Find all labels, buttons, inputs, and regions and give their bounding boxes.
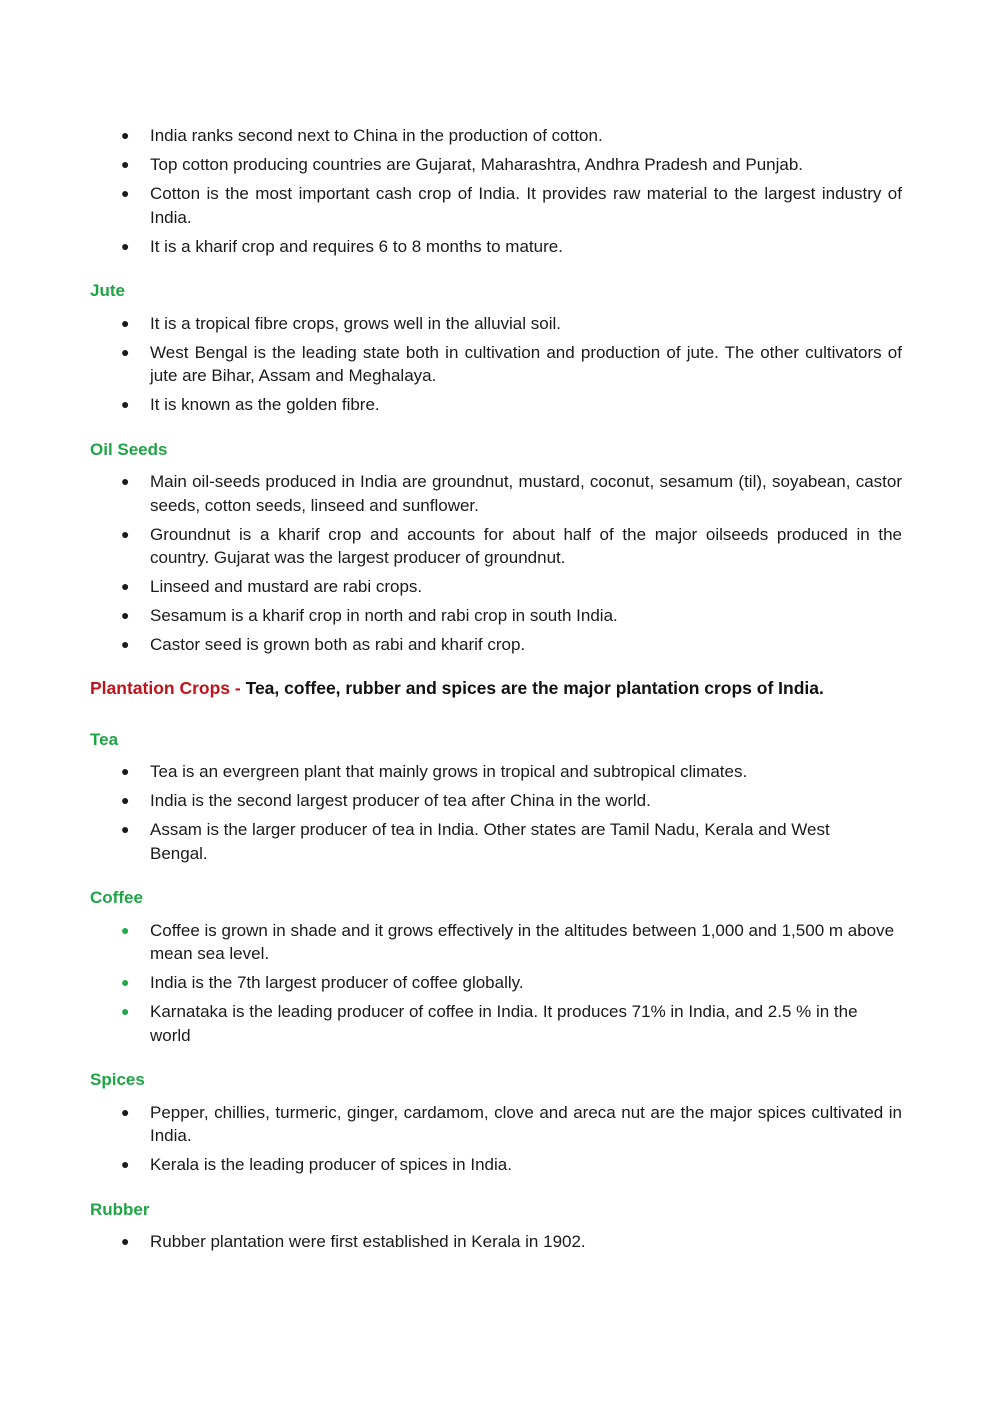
- bullet-icon: ●: [121, 1233, 130, 1249]
- bullet-icon: ●: [121, 1003, 130, 1019]
- bullet-icon: ●: [121, 127, 130, 143]
- plantation-crops-heading: [90, 676, 902, 700]
- list-item: ● Karnataka is the leading producer of coffee in India. It produces 71% in India, and 2.5 % in the world: [121, 1002, 858, 1045]
- bullet-icon: ●: [121, 185, 130, 201]
- list-item: ● West Bengal is the leading state both in cultivation and production of jute. The other cultivators of jute are Bihar, Assam and Meghalaya.: [121, 342, 902, 385]
- list-item: ● Assam is the larger producer of tea in India. Other states are Tamil Nadu, Kerala and West Bengal.: [121, 820, 830, 863]
- list-item: ● Coffee is grown in shade and it grows effectively in the altitudes between 1,000 and 1,500 m above mean sea level.: [121, 920, 895, 963]
- list-item: ● Main oil-seeds produced in India are groundnut, mustard, coconut, sesamum (til), soyabean, castor seeds, cotton seeds, linseed and sunflower.: [121, 472, 902, 515]
- section-heading-tea: Tea: [90, 729, 119, 749]
- list-item: ● India ranks second next to China in the production of cotton.: [90, 124, 902, 148]
- bullet-icon: ●: [121, 1156, 130, 1172]
- plantation-label: Plantation Crops -: [90, 677, 246, 698]
- jute-list: [90, 312, 902, 417]
- plantation-text: Tea, coffee, rubber and spices are the major plantation crops of India.: [245, 677, 824, 698]
- list-item: ● Rubber plantation were first established in Kerala in 1902.: [90, 1230, 902, 1254]
- tea-list: [90, 760, 902, 865]
- list-item: ● It is a tropical fibre crops, grows well in the alluvial soil.: [90, 312, 902, 336]
- list-item: ● India is the 7th largest producer of coffee globally.: [90, 971, 902, 995]
- list-item: ● Cotton is the most important cash crop of India. It provides raw material to the largest industry of India.: [121, 184, 902, 227]
- list-item: ● Castor seed is grown both as rabi and kharif crop.: [90, 633, 902, 657]
- bullet-icon: ●: [121, 607, 130, 623]
- bullet-icon: ●: [121, 314, 130, 331]
- bullet-icon: ●: [121, 792, 130, 808]
- coffee-list: [90, 919, 902, 1048]
- bullet-icon: ●: [121, 396, 130, 412]
- cotton-list: [90, 124, 902, 258]
- bullet-icon: ●: [121, 156, 130, 172]
- bullet-icon: ●: [121, 763, 130, 779]
- bullet-icon: ●: [121, 921, 130, 938]
- oil-seeds-list: [90, 470, 902, 657]
- list-item: ● Groundnut is a kharif crop and accounts for about half of the major oilseeds produced in the country. Gujarat was the largest producer of groundnut.: [121, 524, 902, 567]
- list-item: ● Pepper, chillies, turmeric, ginger, cardamom, clove and areca nut are the major spices cultivated in India.: [121, 1102, 902, 1145]
- bullet-icon: ●: [121, 636, 130, 652]
- list-item: ● Sesamum is a kharif crop in north and rabi crop in south India.: [90, 604, 902, 628]
- section-heading-oil-seeds: Oil Seeds: [90, 439, 168, 459]
- bullet-icon: ●: [121, 473, 130, 489]
- bullet-icon: ●: [121, 821, 130, 837]
- bullet-icon: ●: [121, 578, 130, 594]
- section-heading-jute: Jute: [90, 281, 125, 300]
- section-heading-rubber: Rubber: [90, 1199, 150, 1219]
- list-item: ● It is known as the golden fibre.: [90, 393, 902, 417]
- list-item: ● Tea is an evergreen plant that mainly grows in tropical and subtropical climates.: [90, 760, 902, 784]
- list-item: ● It is a kharif crop and requires 6 to 8 months to mature.: [90, 235, 902, 259]
- bullet-icon: ●: [121, 237, 130, 254]
- bullet-icon: ●: [121, 525, 130, 542]
- bullet-icon: ●: [121, 974, 130, 990]
- bullet-icon: ●: [121, 343, 130, 360]
- list-item: ● Top cotton producing countries are Gujarat, Maharashtra, Andhra Pradesh and Punjab.: [90, 153, 902, 177]
- document-page: [90, 124, 902, 1259]
- bullet-icon: ●: [121, 1103, 130, 1120]
- spices-list: [90, 1101, 902, 1177]
- list-item: ● Kerala is the leading producer of spices in India.: [90, 1153, 902, 1177]
- rubber-list: [90, 1230, 902, 1254]
- section-heading-spices: Spices: [90, 1070, 145, 1089]
- list-item: ● India is the second largest producer of tea after China in the world.: [90, 789, 902, 813]
- list-item: ● Linseed and mustard are rabi crops.: [90, 575, 902, 599]
- section-heading-coffee: Coffee: [90, 888, 143, 907]
